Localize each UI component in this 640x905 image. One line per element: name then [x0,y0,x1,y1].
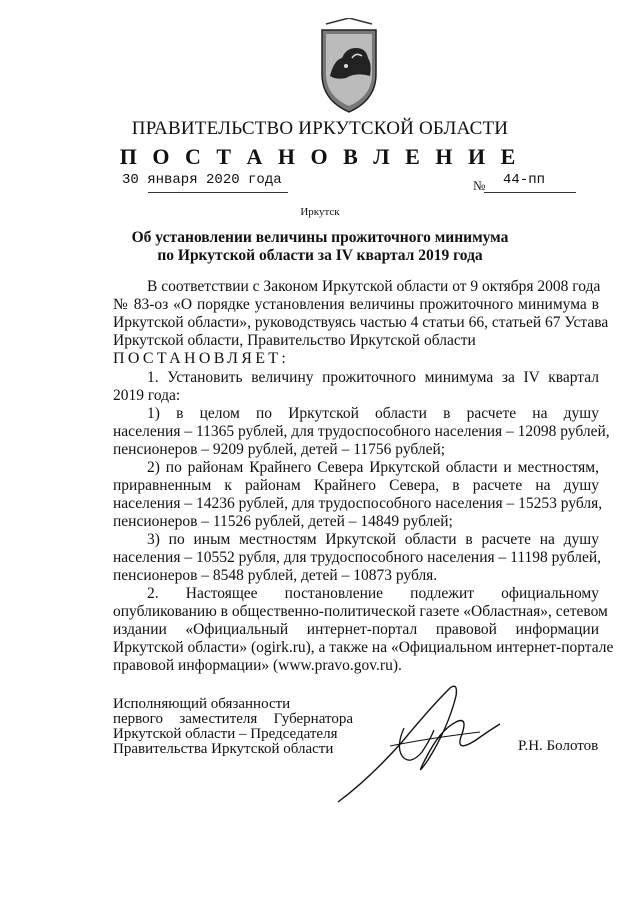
subject-line: Об установлении величины прожиточного минимума [131,229,509,246]
number-sign: № [473,178,486,193]
document-date: 30 января 2020 года [122,172,282,188]
document-type-title: П О С Т А Н О В Л Е Н И Е [119,144,521,169]
item-line: издании «Официальный интернет-портал правовой информации [113,621,599,638]
item-line: приравненным к районам Крайнего Севера, в расчете на душу [113,477,599,494]
item-line: населения – 11365 рублей, для трудоспособного населения – 12098 рублей, [113,423,610,440]
item-line: 1. Установить величину прожиточного минимума за IV квартал [147,369,599,386]
preamble-line: Иркутской области», руководствуясь частью 4 статьи 66, статьей 67 Устава [113,314,609,331]
signatory-position-line: Иркутской области – Председателя [113,726,338,742]
signatory-position-line: Исполняющий обязанности [113,696,291,712]
coat-of-arms-emblem [316,18,382,114]
item-line: пенсионеров – 9209 рублей, детей – 11756 рублей; [113,441,446,458]
preamble-line: Иркутской области, Правительство Иркутской области [113,332,476,349]
date-underline [148,192,288,193]
item-line: 3) по иным местностям Иркутской области в расчете на душу [147,531,599,548]
item-line: 1) в целом по Иркутской области в расчете на душу [147,405,599,422]
preamble-line: В соответствии с Законом Иркутской области от 9 октября 2008 года [147,278,601,295]
item-line: 2. Настоящее постановление подлежит официальному [147,585,599,602]
item-line: правовой информации» (www.pravo.gov.ru). [113,657,402,674]
item-line: опубликованию в общественно-политической газете «Областная», сетевом [113,603,608,620]
city-name: Иркутск [300,206,340,218]
government-title: ПРАВИТЕЛЬСТВО ИРКУТСКОЙ ОБЛАСТИ [131,118,509,139]
item-line: населения – 14236 рублей, для трудоспособного населения – 15253 рубля, [113,495,603,512]
subject-line: по Иркутской области за IV квартал 2019 года [157,247,483,264]
item-line: населения – 10552 рубля, для трудоспособного населения – 11198 рублей, [113,549,601,566]
document-number: 44-пп [503,172,546,188]
item-line: Иркутской области» (ogirk.ru), а также на «Официальном интернет-портале [113,639,614,656]
document-subject [100,229,540,265]
item-line: пенсионеров – 11526 рублей, детей – 14849 рублей; [113,513,453,530]
signer-name: Р.Н. Болотов [518,738,599,754]
signatory-position-line: Правительства Иркутской области [113,741,334,757]
resolves-heading: ПОСТАНОВЛЯЕТ: [113,350,290,367]
handwritten-signature [330,680,510,805]
item-line: 2) по районам Крайнего Севера Иркутской области и местностям, [147,459,599,476]
preamble-line: № 83-оз «О порядке установления величины прожиточного минимума в [113,296,599,313]
number-underline [484,192,576,193]
item-line: пенсионеров – 8548 рублей, детей – 10873 рубля. [113,567,438,584]
signatory-position-line: первого заместителя Губернатора [113,711,353,727]
item-line: 2019 года: [113,387,181,404]
